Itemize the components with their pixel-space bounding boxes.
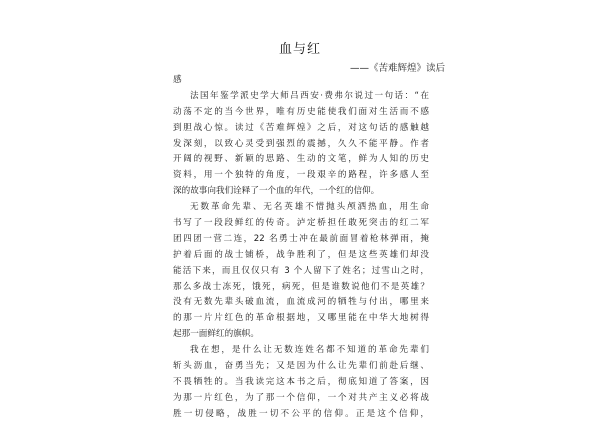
text-line: 不畏牺牲的。当我读完这本书之后，彻底知道了答案，因 — [173, 376, 429, 387]
text-line: 起那一面鲜红的旗帜。 — [173, 329, 259, 340]
text-line: 的那一片片红色的革命根据地，又哪里能在中华大地树得 — [173, 313, 429, 324]
text-line: 斩头沥血，奋勇当先；又是因为什么让先辈们前赴后继、 — [173, 361, 429, 372]
subtitle-tail: 感 — [173, 75, 182, 85]
text-line: 书写了一段段鲜红的传奇。泸定桥担任敢死突击的红二军 — [173, 218, 429, 229]
text-line: 开阔的视野、新颖的思路、生动的文笔，鲜为人知的历史 — [173, 154, 429, 165]
document-title: 血与红 — [278, 42, 321, 57]
document-body — [173, 73, 429, 423]
text-line: 没有无数先辈头破血流，血流成河的牺牲与付出，哪里来 — [173, 297, 429, 308]
text-line: 资料，用一个独特的角度，一段艰辛的路程，许多感人至 — [173, 170, 429, 181]
text-line: 为那一片红色，为了那一个信仰，一个对共产主义必将战 — [173, 392, 429, 403]
paragraph-1 — [173, 89, 429, 200]
text-line: 无数革命先辈、无名英雄不惜抛头颅洒热血，用生命 — [190, 202, 429, 213]
text-line: 胜一切侵略，战胜一切不公平的信仰。正是这个信仰， — [173, 408, 429, 419]
text-line: 法国年鉴学派史学大师吕西安·费弗尔说过一句话：“在 — [190, 90, 429, 101]
document-subtitle: ——《苦难辉煌》读后 — [349, 63, 445, 74]
text-line: 护着后面的战士铺桥，战争胜利了，但是这些英雄们却没 — [173, 249, 429, 260]
text-line: 动荡不定的当今世界，唯有历史能使我们面对生活而不感 — [173, 106, 429, 117]
text-line: 深的故事向我们诠释了一个血的年代，一个红的信仰。 — [173, 186, 380, 197]
text-line: 团四团一营二连，22 名勇士冲在最前面冒着枪林弹雨，掩 — [173, 233, 429, 244]
paragraph-2 — [173, 200, 429, 343]
text-line: 到胆战心惊。读过《苦难辉煌》之后，对这句话的感触越 — [173, 122, 429, 133]
text-line: 我在想，是什么让无数连姓名都不知道的革命先辈们 — [190, 345, 429, 356]
text-line: 那么多战士冻死，饿死，病死，但是谁数说他们不是英雄？ — [173, 281, 429, 292]
paragraph-3 — [173, 343, 429, 422]
text-line: 能活下来，而且仅仅只有 3 个人留下了姓名；过雪山之时， — [173, 265, 429, 276]
text-line: 发深刻，以致心灵受到强烈的震撼，久久不能平静。作者 — [173, 138, 429, 149]
